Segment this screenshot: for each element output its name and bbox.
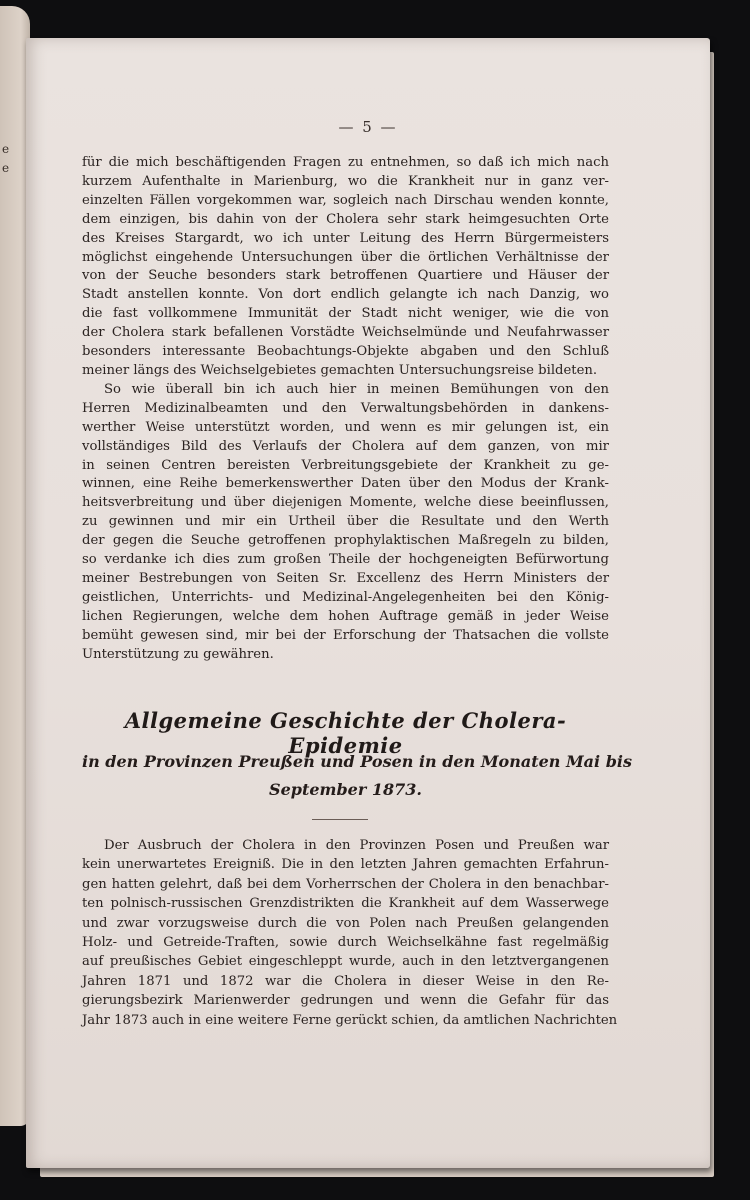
text-line: einzelten Fällen vorgekommen war, sogleich nach Dirschau wenden konnte, (82, 192, 609, 208)
text-line: gen hatten gelehrt, daß bei dem Vorherrschen der Cholera in den benachbar- (82, 876, 609, 892)
text-line: vollständiges Bild des Verlaufs der Cholera auf dem ganzen, von mir (82, 438, 609, 454)
paragraph-1 (82, 154, 609, 381)
text-line: Unterstützung zu gewähren. (82, 646, 274, 662)
section-subtitle-line-1: in den Provinzen Preußen und Posen in den Monaten Mai bis (82, 752, 632, 771)
text-line: winnen, eine Reihe bemerkenswerther Daten über den Modus der Krank- (82, 476, 609, 492)
text-line: bemüht gewesen sind, mir bei der Erforschung der Thatsachen die vollste (82, 627, 609, 643)
text-line: für die mich beschäftigenden Fragen zu entnehmen, so daß ich mich nach (82, 155, 609, 170)
text-line: Jahr 1873 auch in eine weitere Ferne gerückt schien, da amtlichen Nachrichten (82, 1012, 618, 1028)
section-text (82, 836, 618, 1030)
text-line: dem einzigen, bis dahin von der Cholera sehr stark heimgesuchten Orte (82, 211, 609, 227)
text-line: gierungsbezirk Marienwerder gedrungen und wenn die Gefahr für das (82, 993, 609, 1009)
page-number: — 5 — (338, 118, 398, 136)
text-line: Jahren 1871 und 1872 war die Cholera in dieser Weise in den Re- (82, 973, 609, 989)
section-title: Allgemeine Geschichte der Cholera-Epidemie (124, 708, 567, 758)
paragraph-3 (82, 836, 618, 1030)
text-line: geistlichen, Unterrichts- und Medizinal-Angelegenheiten bei den König- (82, 589, 609, 605)
text-line: möglichst eingehende Untersuchungen über die örtlichen Verhältnisse der (82, 249, 609, 265)
text-line: meiner längs des Weichselgebietes gemachten Untersuchungsreise bildeten. (82, 362, 598, 378)
text-line: des Kreises Stargardt, wo ich unter Leitung des Herrn Bürgermeisters (82, 230, 609, 246)
text-line: der gegen die Seuche getroffenen prophylaktischen Maßregeln zu bilden, (82, 533, 609, 549)
text-line: Herren Medizinalbeamten und den Verwaltungsbehörden in dankens- (82, 400, 609, 416)
text-line: zu gewinnen und mir ein Urtheil über die Resultate und den Werth (82, 514, 609, 530)
section-divider (312, 819, 368, 820)
section-subtitle-line-2: September 1873. (269, 780, 422, 799)
text-line: heitsverbreitung und über diejenigen Momente, welche diese beeinflussen, (82, 495, 609, 511)
text-line: besonders interessante Beobachtungs-Objekte abgaben und den Schluß (82, 344, 609, 360)
text-line: auf preußisches Gebiet eingeschleppt wurde, auch in den letztvergangenen (82, 954, 609, 970)
text-line: ten polnisch-russischen Grenzdistrikten die Krankheit auf dem Wasserwege (82, 896, 609, 912)
text-line: Stadt anstellen konnte. Von dort endlich gelangte ich nach Danzig, wo (82, 287, 609, 303)
text-line: So wie überall bin ich auch hier in meinen Bemühungen von den (104, 381, 609, 397)
left-page-fragment: e (2, 142, 10, 156)
text-line: so verdanke ich dies zum großen Theile der hochgeneigten Befürwortung (82, 552, 609, 568)
text-line: lichen Regierungen, welche dem hohen Auftrage gemäß in jeder Weise (82, 608, 609, 624)
section-subtitle (82, 748, 632, 804)
text-line: Holz- und Getreide-Traften, sowie durch Weichselkähne fast regelmäßig (82, 935, 609, 951)
text-line: in seinen Centren bereisten Verbreitungsgebiete der Krankheit zu ge- (82, 457, 609, 473)
text-line: meiner Bestrebungen von Seiten Sr. Excellenz des Herrn Ministers der (82, 570, 609, 586)
text-line: Der Ausbruch der Cholera in den Provinzen Posen und Preußen war (104, 838, 609, 853)
text-line: kurzem Aufenthalte in Marienburg, wo die Krankheit nur in ganz ver- (82, 173, 609, 189)
paragraph-2 (82, 381, 609, 665)
text-line: werther Weise unterstützt worden, und wenn es mir gelungen ist, ein (82, 419, 609, 435)
left-page-fragment: e (2, 161, 10, 175)
text-line: kein unerwartetes Ereigniß. Die in den letzten Jahren gemachten Erfahrun- (82, 857, 609, 873)
text-line: die fast vollkommene Immunität der Stadt nicht weniger, wie die von (82, 306, 609, 322)
intro-text (82, 154, 609, 664)
text-line: der Cholera stark befallenen Vorstädte Weichselmünde und Neufahrwasser (82, 325, 609, 341)
text-line: von der Seuche besonders stark betroffenen Quartiere und Häuser der (82, 268, 609, 284)
text-line: und zwar vorzugsweise durch die von Polen nach Preußen gelangenden (82, 915, 609, 931)
book-page (26, 38, 710, 1168)
